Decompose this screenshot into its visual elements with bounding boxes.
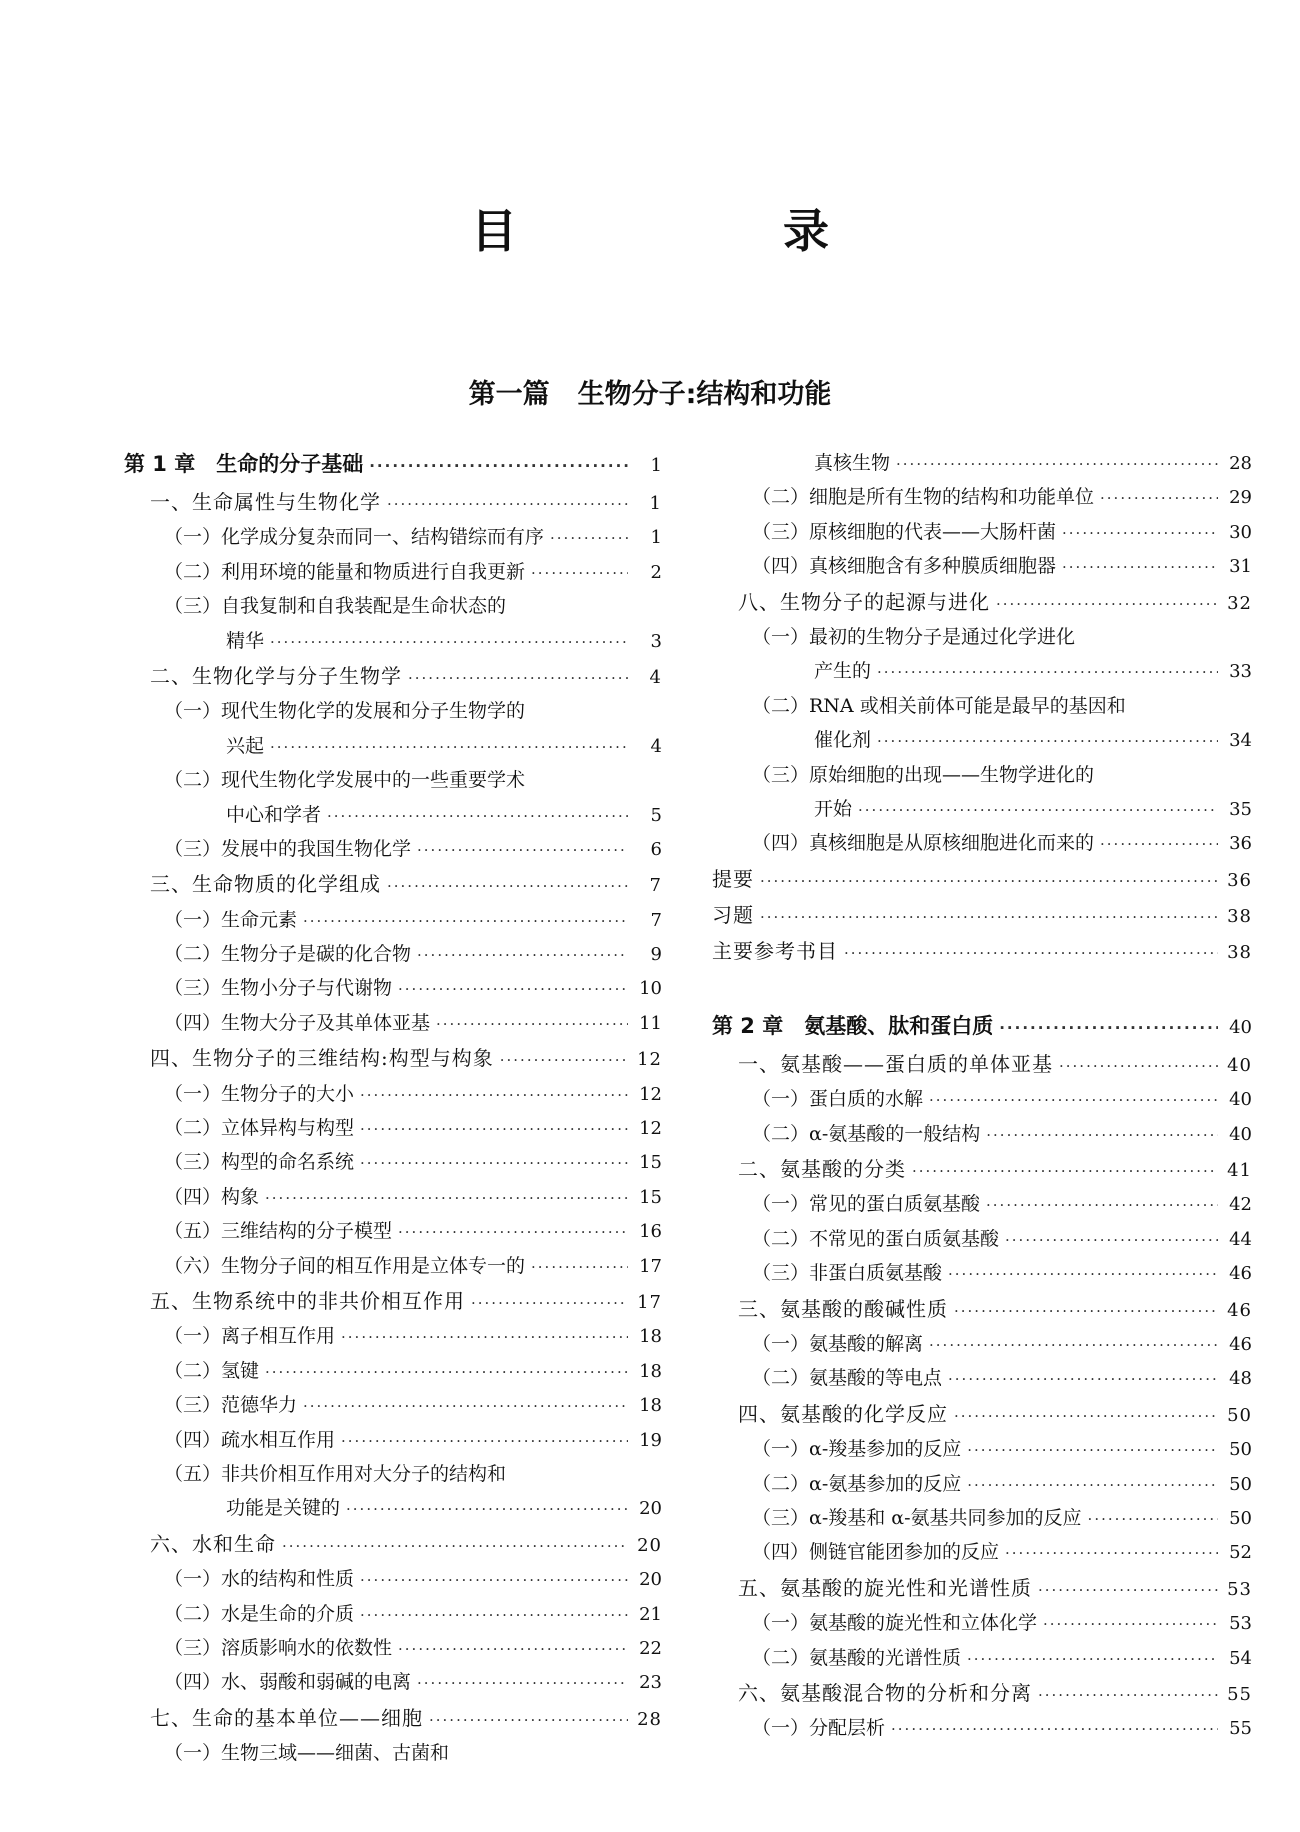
leader-dots [327, 807, 628, 825]
toc-entry-label: （三）原核细胞的代表——大肠杆菌 [752, 520, 1057, 543]
toc-page-number: 12 [637, 1049, 662, 1071]
toc-entry-label: （二）RNA 或相关前体可能是最早的基因和 [752, 694, 1126, 717]
leader-dots [417, 946, 628, 964]
toc-page-number: 1 [650, 455, 662, 476]
toc-entry[interactable] [712, 863, 1252, 899]
toc-entry[interactable] [124, 448, 662, 486]
toc-entry-label: 一、生命属性与生物化学 [150, 490, 381, 514]
toc-entry[interactable] [712, 1010, 1252, 1048]
toc-page-number: 28 [1229, 453, 1252, 474]
leader-dots [967, 1650, 1218, 1668]
leader-dots [1038, 1581, 1218, 1599]
toc-entry-label: （二）生物分子是碳的化合物 [164, 943, 412, 966]
toc-entry[interactable] [712, 1398, 1252, 1434]
toc-entry-label: （三）发展中的我国生物化学 [164, 837, 412, 860]
leader-dots [1038, 1686, 1218, 1704]
toc-entry-label: （一）生命元素 [164, 908, 298, 931]
leader-dots [1100, 489, 1218, 507]
leader-dots [282, 1537, 628, 1555]
leader-dots [346, 1500, 628, 1518]
toc-page-number: 2 [650, 561, 662, 583]
toc-page-number: 46 [1229, 1263, 1252, 1285]
toc-entry[interactable] [712, 899, 1252, 935]
leader-dots [417, 841, 628, 859]
toc-entry[interactable] [124, 973, 662, 1007]
toc-entry-label: （四）真核细胞是从原核细胞进化而来的 [752, 832, 1095, 855]
toc-page-number: 23 [639, 1672, 662, 1694]
toc-page-number: 5 [650, 804, 662, 826]
toc-entry-label: 提要 [712, 866, 754, 891]
toc-page-number: 54 [1229, 1647, 1252, 1669]
toc-entry-label: 一、氨基酸——蛋白质的单体亚基 [738, 1051, 1053, 1076]
toc-entry-label: 五、生物系统中的非共价相互作用 [150, 1288, 465, 1313]
leader-dots [844, 944, 1218, 962]
toc-page-number: 55 [1229, 1718, 1252, 1740]
toc-page-number: 31 [1229, 556, 1252, 578]
toc-entry-label: （二）细胞是所有生物的结构和功能单位 [752, 486, 1095, 509]
leader-dots [360, 1606, 628, 1624]
leader-dots [265, 1363, 628, 1381]
toc-page-number: 50 [1229, 1473, 1252, 1495]
leader-dots [929, 1336, 1218, 1354]
toc-entry-label: （一）α-羧基参加的反应 [752, 1438, 962, 1461]
toc-page-number: 1 [650, 527, 662, 549]
toc-page-number: 50 [1229, 1439, 1252, 1461]
toc-entry-label: 八、生物分子的起源与进化 [738, 589, 990, 614]
toc-entry-label: 中心和学者 [226, 803, 322, 826]
toc-entry[interactable] [124, 834, 662, 868]
toc-page-number: 20 [639, 1569, 662, 1591]
toc-entry[interactable] [124, 1390, 662, 1424]
toc-page-number: 15 [639, 1152, 662, 1174]
toc-page-number: 20 [639, 1498, 662, 1520]
toc-entry-label: （三）溶质影响水的依数性 [164, 1636, 393, 1659]
toc-page-number: 48 [1229, 1368, 1252, 1390]
toc-entry[interactable] [124, 557, 662, 591]
toc-page-number: 50 [1229, 1507, 1252, 1529]
toc-entry[interactable] [712, 586, 1252, 622]
toc-page-number: 40 [1229, 1089, 1252, 1111]
toc-page-number: 38 [1227, 942, 1252, 964]
toc-page-number: 53 [1227, 1578, 1252, 1600]
leader-dots [999, 1019, 1218, 1037]
toc-entry-label: （三）生物小分子与代谢物 [164, 977, 393, 1000]
toc-entry-label: 六、水和生命 [150, 1531, 276, 1556]
toc-entry[interactable] [124, 731, 662, 765]
leader-dots [891, 1720, 1218, 1738]
leader-dots [429, 1711, 628, 1729]
toc-entry[interactable] [712, 1503, 1252, 1537]
toc-page-number: 52 [1229, 1542, 1252, 1564]
leader-dots [360, 1571, 628, 1589]
toc-entry[interactable] [712, 1153, 1252, 1189]
toc-entry[interactable] [124, 591, 662, 625]
toc-entry-label: （一）常见的蛋白质氨基酸 [752, 1193, 981, 1216]
toc-right-column [712, 448, 1252, 1748]
toc-entry[interactable] [712, 1084, 1252, 1118]
toc-entry-label: （二）氨基酸的光谱性质 [752, 1646, 962, 1669]
toc-page-number: 17 [639, 1255, 662, 1277]
toc-entry-label: （一）分配层析 [752, 1717, 886, 1740]
toc-entry[interactable] [712, 482, 1252, 516]
toc-entry-label: 四、氨基酸的化学反应 [738, 1401, 948, 1426]
toc-entry-label: （五）非共价相互作用对大分子的结构和 [164, 1462, 507, 1485]
leader-dots [1005, 1544, 1218, 1562]
toc-entry[interactable] [124, 1147, 662, 1181]
toc-page-number: 46 [1229, 1333, 1252, 1355]
toc-entry-label: （三）构型的命名系统 [164, 1151, 355, 1174]
toc-page-number: 36 [1229, 833, 1252, 855]
leader-dots [858, 801, 1218, 819]
toc-page-number: 21 [639, 1603, 662, 1625]
toc-entry[interactable] [124, 1251, 662, 1285]
toc-entry[interactable] [712, 1189, 1252, 1223]
toc-entry[interactable] [124, 1493, 662, 1527]
toc-entry-label: 二、生物化学与分子生物学 [150, 663, 402, 688]
toc-entry-label: 七、生命的基本单位——细胞 [150, 1705, 423, 1730]
toc-entry[interactable] [712, 517, 1252, 551]
toc-page-number: 6 [650, 838, 662, 860]
toc-page-number: 11 [639, 1012, 662, 1034]
toc-entry[interactable] [124, 1182, 662, 1216]
leader-dots [408, 669, 628, 687]
toc-entry-label: 开始 [814, 797, 853, 820]
toc-entry-label: （一）氨基酸的解离 [752, 1332, 924, 1355]
toc-entry[interactable] [124, 522, 662, 556]
toc-entry[interactable] [124, 1702, 662, 1738]
toc-entry[interactable] [712, 1713, 1252, 1747]
toc-entry[interactable] [124, 1042, 662, 1078]
toc-entry[interactable] [712, 551, 1252, 585]
toc-entry[interactable] [124, 1216, 662, 1250]
toc-entry-label: （一）氨基酸的旋光性和立体化学 [752, 1612, 1038, 1635]
toc-page-number: 20 [637, 1534, 662, 1556]
leader-dots [531, 1258, 628, 1276]
toc-entry-label: （二）氨基酸的等电点 [752, 1367, 943, 1390]
toc-page-number: 29 [1229, 487, 1252, 509]
toc-entry-label: （一）生物三域——细菌、古菌和 [164, 1742, 450, 1765]
toc-entry[interactable] [712, 1293, 1252, 1329]
toc-page-number: 40 [1227, 1054, 1252, 1076]
toc-entry-label: 第 1 章 生命的分子基础 [124, 452, 364, 476]
toc-entry-label: （四）真核细胞含有多种膜质细胞器 [752, 555, 1057, 578]
toc-entry[interactable] [124, 1459, 662, 1493]
toc-entry-label: （一）最初的生物分子是通过化学进化 [752, 625, 1076, 648]
toc-entry[interactable] [712, 828, 1252, 862]
toc-entry-label: （一）蛋白质的水解 [752, 1088, 924, 1111]
toc-entry[interactable] [124, 1079, 662, 1113]
part-name: 生物分子:结构和功能 [577, 379, 832, 410]
toc-entry[interactable] [712, 1434, 1252, 1468]
leader-dots [1005, 1231, 1218, 1249]
toc-entry[interactable] [712, 1329, 1252, 1363]
toc-entry-label: （三）非蛋白质氨基酸 [752, 1262, 943, 1285]
leader-dots [341, 1328, 628, 1346]
toc-entry-label: 精华 [226, 629, 265, 652]
toc-entry-label: （二）水是生命的介质 [164, 1602, 355, 1625]
leader-dots [265, 1189, 628, 1207]
toc-page-number: 7 [649, 875, 662, 897]
toc-entry-label: （二）立体异构与构型 [164, 1117, 355, 1140]
leader-dots [954, 1407, 1218, 1425]
toc-entry-label: （一）离子相互作用 [164, 1325, 336, 1348]
toc-entry[interactable] [712, 760, 1252, 794]
leader-dots [270, 633, 628, 651]
toc-entry[interactable] [124, 905, 662, 939]
toc-page-number: 1 [649, 493, 662, 514]
toc-page-number: 41 [1227, 1160, 1252, 1182]
leader-dots [369, 457, 628, 475]
toc-page-number: 35 [1229, 798, 1252, 820]
toc-page-number: 30 [1229, 521, 1252, 543]
leader-dots [500, 1051, 628, 1069]
leader-dots [948, 1265, 1218, 1283]
leader-dots [531, 564, 628, 582]
toc-entry[interactable] [712, 1048, 1252, 1084]
toc-entry-label: 二、氨基酸的分类 [738, 1157, 906, 1182]
toc-page-number: 12 [639, 1083, 662, 1105]
toc-entry-label: 五、氨基酸的旋光性和光谱性质 [738, 1575, 1032, 1600]
toc-page-number: 10 [639, 978, 662, 1000]
leader-dots [912, 1162, 1218, 1180]
leader-dots [1059, 1057, 1218, 1075]
toc-entry[interactable] [712, 656, 1252, 690]
toc-entry[interactable] [124, 626, 662, 660]
leader-dots [1100, 835, 1218, 853]
toc-entry-label: （二）利用环境的能量和物质进行自我更新 [164, 560, 526, 583]
toc-entry[interactable] [712, 622, 1252, 656]
toc-entry[interactable] [124, 660, 662, 696]
toc-page-number: 40 [1229, 1016, 1252, 1038]
toc-entry-label: 习题 [712, 903, 754, 928]
toc-page-number: 16 [639, 1221, 662, 1243]
toc-entry[interactable] [712, 1537, 1252, 1571]
toc-entry-label: 三、氨基酸的酸碱性质 [738, 1296, 948, 1321]
toc-entry-label: （二）不常见的蛋白质氨基酸 [752, 1227, 1000, 1250]
toc-entry[interactable] [712, 725, 1252, 759]
toc-entry[interactable] [712, 691, 1252, 725]
toc-entry[interactable] [712, 794, 1252, 828]
leader-dots [303, 912, 628, 930]
leader-dots [1062, 558, 1218, 576]
toc-page-number: 7 [650, 909, 662, 931]
toc-entry-label: （二）氢键 [164, 1359, 260, 1382]
toc-entry-label: （一）化学成分复杂而同一、结构错综而有序 [164, 526, 545, 549]
toc-entry-label: （五）三维结构的分子模型 [164, 1220, 393, 1243]
toc-entry[interactable] [124, 696, 662, 730]
toc-entry[interactable] [712, 1608, 1252, 1642]
toc-entry[interactable] [124, 1356, 662, 1390]
toc-entry[interactable] [712, 935, 1252, 971]
toc-page-number: 12 [639, 1118, 662, 1140]
toc-entry-label: （三）范德华力 [164, 1394, 298, 1417]
toc-entry[interactable] [712, 1258, 1252, 1292]
toc-page-number: 42 [1229, 1194, 1252, 1216]
toc-left-column [124, 448, 662, 1772]
toc-page-number: 38 [1227, 906, 1252, 928]
part-number: 第一篇 [468, 379, 550, 410]
leader-dots [986, 1196, 1218, 1214]
leader-dots [954, 1302, 1218, 1320]
toc-entry[interactable] [712, 1572, 1252, 1608]
toc-entry-label: 功能是关键的 [226, 1497, 341, 1520]
toc-entry[interactable] [124, 800, 662, 834]
toc-entry[interactable] [124, 1285, 662, 1321]
toc-page-number: 17 [637, 1291, 662, 1313]
toc-entry-label: （三）自我复制和自我装配是生命状态的 [164, 595, 507, 618]
toc-page-number: 18 [639, 1326, 662, 1348]
toc-page-number: 19 [639, 1429, 662, 1451]
toc-entry-label: （四）疏水相互作用 [164, 1428, 336, 1451]
toc-page-number: 32 [1227, 592, 1252, 614]
leader-dots [270, 738, 628, 756]
leader-dots [550, 529, 628, 547]
toc-entry-label: 六、氨基酸混合物的分析和分离 [738, 1680, 1032, 1705]
toc-page-number: 9 [650, 944, 662, 966]
toc-page-number: 28 [637, 1708, 662, 1730]
toc-entry-label: （二）α-氨基参加的反应 [752, 1472, 962, 1495]
toc-page-number: 50 [1227, 1404, 1252, 1426]
toc-entry[interactable] [124, 1667, 662, 1701]
toc-entry[interactable] [124, 1528, 662, 1564]
toc-entry[interactable] [712, 1677, 1252, 1713]
leader-dots [387, 877, 628, 895]
leader-dots [929, 1091, 1218, 1109]
toc-page-number: 36 [1227, 869, 1252, 891]
toc-entry-label: （三）α-羧基和 α-氨基共同参加的反应 [752, 1506, 1082, 1529]
leader-dots [1088, 1510, 1218, 1528]
toc-entry[interactable] [712, 1224, 1252, 1258]
leader-dots [436, 1015, 628, 1033]
toc-entry-label: （一）生物分子的大小 [164, 1082, 355, 1105]
toc-entry[interactable] [712, 448, 1252, 482]
leader-dots [360, 1120, 628, 1138]
toc-entry-label: 主要参考书目 [712, 939, 838, 964]
toc-page-number: 44 [1229, 1228, 1252, 1250]
toc-entry[interactable] [124, 1564, 662, 1598]
page-title: 目 录 [471, 204, 939, 258]
leader-dots [360, 1154, 628, 1172]
toc-page-number: 46 [1227, 1299, 1252, 1321]
toc-entry[interactable] [124, 765, 662, 799]
leader-dots [996, 595, 1218, 613]
leader-dots [1062, 524, 1218, 542]
leader-dots [967, 1441, 1218, 1459]
toc-entry-label: （一）现代生物化学的发展和分子生物学的 [164, 700, 526, 723]
toc-entry-label: （二）α-氨基酸的一般结构 [752, 1122, 981, 1145]
toc-entry[interactable] [712, 1119, 1252, 1153]
toc-entry-label: 三、生命物质的化学组成 [150, 872, 381, 897]
toc-entry-label: 四、生物分子的三维结构:构型与构象 [150, 1046, 494, 1071]
part-title [0, 372, 1300, 411]
toc-entry-label: （四）生物大分子及其单体亚基 [164, 1011, 431, 1034]
toc-entry[interactable] [124, 486, 662, 522]
toc-entry-label: 催化剂 [814, 729, 872, 752]
leader-dots [948, 1370, 1218, 1388]
toc-entry[interactable] [124, 1425, 662, 1459]
toc-entry-label: 真核生物 [814, 452, 891, 474]
toc-entry-label: （四）水、弱酸和弱碱的电离 [164, 1671, 412, 1694]
leader-dots [398, 1223, 628, 1241]
toc-page-number: 18 [639, 1395, 662, 1417]
leader-dots [303, 1397, 628, 1415]
toc-entry[interactable] [712, 1469, 1252, 1503]
toc-entry[interactable] [124, 1633, 662, 1667]
toc-entry-label: 产生的 [814, 660, 872, 683]
toc-page-number: 33 [1229, 661, 1252, 683]
leader-dots [398, 980, 628, 998]
toc-entry[interactable] [124, 1113, 662, 1147]
toc-entry[interactable] [124, 1599, 662, 1633]
leader-dots [398, 1640, 628, 1658]
toc-page-number: 4 [650, 735, 662, 757]
toc-entry[interactable] [712, 1643, 1252, 1677]
leader-dots [986, 1126, 1218, 1144]
toc-page-number: 40 [1229, 1123, 1252, 1145]
leader-dots [877, 663, 1218, 681]
toc-page-number: 34 [1229, 730, 1252, 752]
leader-dots [360, 1086, 628, 1104]
toc-entry-label: （四）侧链官能团参加的反应 [752, 1541, 1000, 1564]
toc-page-number: 55 [1227, 1683, 1252, 1705]
toc-entry[interactable] [124, 868, 662, 904]
toc-entry-label: 第 2 章 氨基酸、肽和蛋白质 [712, 1013, 994, 1038]
leader-dots [760, 908, 1218, 926]
toc-entry[interactable] [124, 1008, 662, 1042]
leader-dots [896, 455, 1218, 473]
toc-page-number: 53 [1229, 1613, 1252, 1635]
toc-page-number: 4 [649, 666, 662, 688]
toc-entry[interactable] [124, 1738, 662, 1772]
leader-dots [341, 1432, 628, 1450]
toc-entry[interactable] [124, 939, 662, 973]
toc-entry-label: （四）构象 [164, 1185, 260, 1208]
toc-entry[interactable] [712, 1363, 1252, 1397]
toc-entry-label: 兴起 [226, 734, 265, 757]
leader-dots [387, 495, 628, 513]
toc-page-number: 22 [639, 1637, 662, 1659]
toc-entry-label: （二）现代生物化学发展中的一些重要学术 [164, 769, 526, 792]
toc-page-number: 15 [639, 1186, 662, 1208]
leader-dots [760, 872, 1218, 890]
toc-page-number: 18 [639, 1360, 662, 1382]
toc-entry[interactable] [124, 1321, 662, 1355]
toc-page-number: 3 [650, 630, 662, 652]
leader-dots [877, 732, 1218, 750]
toc-entry-label: （三）原始细胞的出现——生物学进化的 [752, 763, 1095, 786]
leader-dots [417, 1674, 628, 1692]
leader-dots [967, 1476, 1218, 1494]
toc-entry-label: （一）水的结构和性质 [164, 1568, 355, 1591]
toc-entry-label: （六）生物分子间的相互作用是立体专一的 [164, 1254, 526, 1277]
leader-dots [471, 1294, 628, 1312]
leader-dots [1043, 1615, 1218, 1633]
